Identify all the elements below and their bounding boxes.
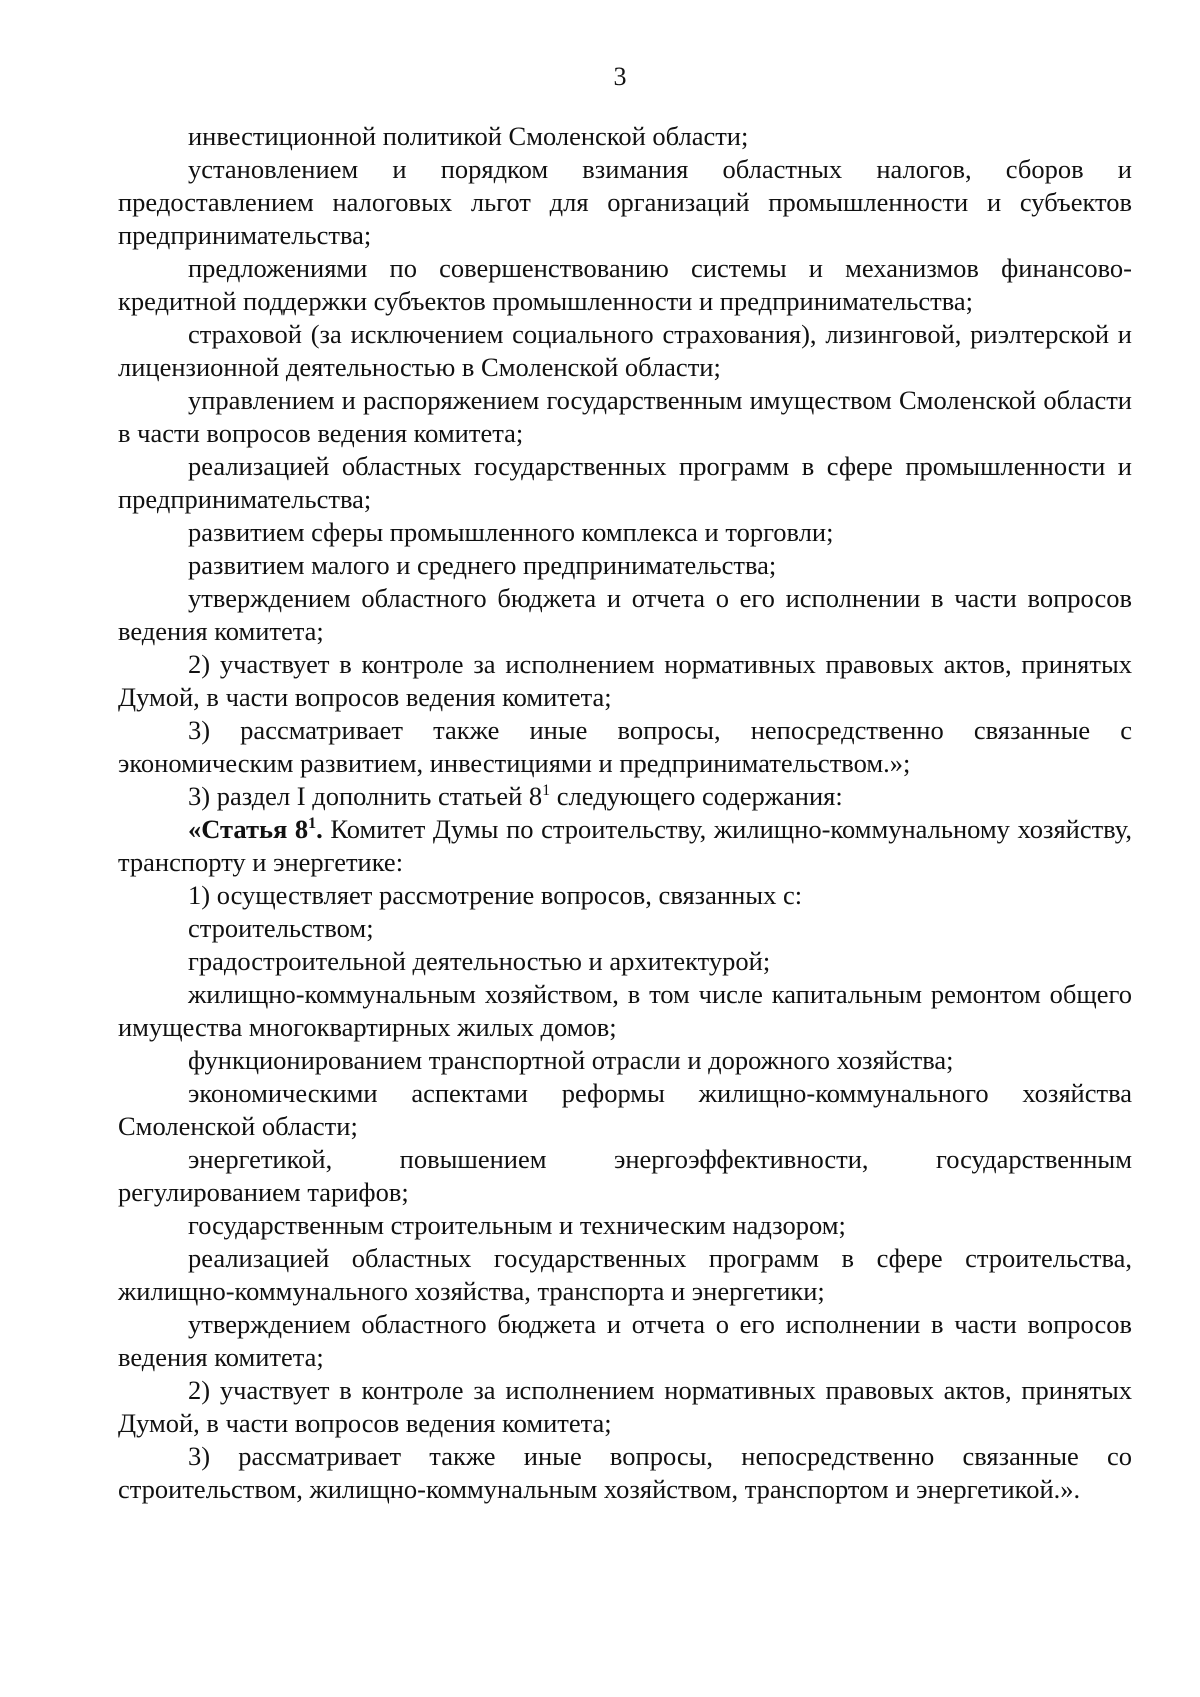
article-paragraph: строительством; <box>188 913 374 943</box>
paragraph: управлением и распоряжением государственным имуществом Смоленской области в части вопросов ведения комитета; <box>118 385 1132 448</box>
article-title: Комитет Думы по строительству, жилищно-коммунальному хозяйству, транспорту и энергетике: <box>118 814 1133 877</box>
amendment-text-end: следующего содержания: <box>550 781 843 811</box>
paragraph: 2) участвует в контроле за исполнением нормативных правовых актов, принятых Думой, в части вопросов ведения комитета; <box>118 649 1132 712</box>
article-paragraph: функционированием транспортной отрасли и дорожного хозяйства; <box>188 1045 954 1075</box>
article-paragraph: государственным строительным и техническим надзором; <box>188 1210 846 1240</box>
open-quote: « <box>188 814 202 844</box>
article-paragraph: экономическими аспектами реформы жилищно-коммунального хозяйства Смоленской области; <box>118 1078 1132 1141</box>
paragraph: установлением и порядком взимания областных налогов, сборов и предоставлением налоговых льгот для организаций промышленности и субъектов предпринимательства; <box>118 154 1132 250</box>
paragraph: утверждением областного бюджета и отчета о его исполнении в части вопросов ведения комитета; <box>118 583 1132 646</box>
article-label: Статья 8 <box>201 814 309 844</box>
paragraph: предложениями по совершенствованию системы и механизмов финансово-кредитной поддержки субъектов промышленности и предпринимательства; <box>118 253 1132 316</box>
article-paragraph: утверждением областного бюджета и отчета о его исполнении в части вопросов ведения комитета; <box>118 1309 1132 1372</box>
article-paragraph: энергетикой, повышением энергоэффективности, государственным регулированием тарифов; <box>118 1144 1132 1207</box>
article-label-superscript: 1 <box>308 815 317 833</box>
article-paragraph: градостроительной деятельностью и архитектурой; <box>188 946 771 976</box>
article-paragraph: 1) осуществляет рассмотрение вопросов, связанных с: <box>188 880 803 910</box>
paragraph: инвестиционной политикой Смоленской области; <box>188 121 749 151</box>
article-paragraph: жилищно-коммунальным хозяйством, в том числе капитальным ремонтом общего имущества многоквартирных жилых домов; <box>118 979 1132 1042</box>
paragraph: 3) рассматривает также иные вопросы, непосредственно связанные с экономическим развитием, инвестициями и предпринимательством.»; <box>118 715 1132 778</box>
article-label-dot: . <box>316 814 323 844</box>
article-superscript: 1 <box>542 782 551 800</box>
article-paragraph: 2) участвует в контроле за исполнением нормативных правовых актов, принятых Думой, в части вопросов ведения комитета; <box>118 1375 1132 1438</box>
paragraph: реализацией областных государственных программ в сфере промышленности и предпринимательства; <box>118 451 1132 514</box>
amendment-text: 3) раздел I дополнить статьей 8 <box>188 781 543 811</box>
paragraph: развитием малого и среднего предпринимательства; <box>188 550 777 580</box>
paragraph: развитием сферы промышленного комплекса и торговли; <box>188 517 834 547</box>
article-paragraph: реализацией областных государственных программ в сфере строительства, жилищно-коммунального хозяйства, транспорта и энергетики; <box>118 1243 1132 1306</box>
article-paragraph: 3) рассматривает также иные вопросы, непосредственно связанные со строительством, жилищно-коммунальным хозяйством, транспортом и энергетикой.». <box>118 1441 1132 1504</box>
paragraph: страховой (за исключением социального страхования), лизинговой, риэлтерской и лицензионной деятельностью в Смоленской области; <box>118 319 1132 382</box>
amendment-paragraph <box>118 780 1132 813</box>
page-number: 3 <box>613 62 627 91</box>
document-body <box>118 120 1132 1506</box>
article-heading <box>118 813 1132 879</box>
